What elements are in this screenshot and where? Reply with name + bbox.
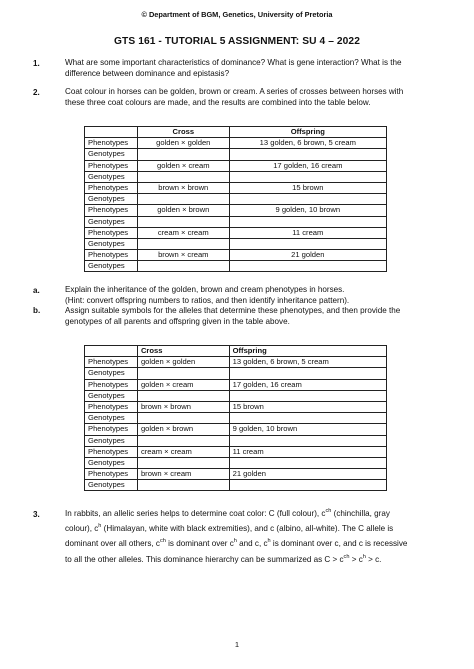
table-header-cell — [85, 127, 138, 138]
cross-cell: brown × cream — [137, 250, 229, 261]
table-row — [85, 379, 387, 390]
subquestion-b-text — [65, 306, 465, 327]
offspring-cell — [229, 238, 386, 249]
offspring-cell — [229, 368, 386, 379]
table-row — [85, 480, 387, 491]
row-label-cell: Phenotypes — [85, 424, 138, 435]
superscript: h — [98, 523, 102, 530]
cross-cell: cream × cream — [137, 446, 229, 457]
offspring-cell — [229, 194, 386, 205]
table-header-row — [85, 346, 387, 357]
question-1-line-2: difference between dominance and epistasis? — [65, 68, 230, 78]
superscript: h — [362, 553, 366, 560]
text-run: dominant over all others, c — [65, 539, 160, 549]
row-label-cell: Phenotypes — [85, 227, 138, 238]
page-number: 1 — [234, 640, 240, 649]
row-label-cell: Genotypes — [85, 390, 138, 401]
table-header-cell: Offspring — [229, 127, 386, 138]
row-label-cell: Phenotypes — [85, 182, 138, 193]
table-row — [85, 149, 387, 160]
row-label-cell: Genotypes — [85, 480, 138, 491]
offspring-cell: 9 golden, 10 brown — [229, 424, 386, 435]
table-row — [85, 424, 387, 435]
row-label-cell: Phenotypes — [85, 250, 138, 261]
offspring-cell: 15 brown — [229, 182, 386, 193]
offspring-cell — [229, 390, 386, 401]
table-row — [85, 457, 387, 468]
cross-cell: brown × brown — [137, 182, 229, 193]
table-header-cell — [85, 346, 138, 357]
table-row — [85, 171, 387, 182]
table-row — [85, 368, 387, 379]
text-run: and c, c — [236, 539, 268, 549]
row-label-cell: Phenotypes — [85, 138, 138, 149]
question-3-number: 3. — [33, 510, 40, 519]
subquestion-b-line-1: Assign suitable symbols for the alleles that determine these phenotypes, and then provide the — [65, 306, 401, 315]
cross-cell — [137, 149, 229, 160]
question-3-text — [65, 506, 474, 567]
cross-cell — [137, 435, 229, 446]
superscript: h — [233, 538, 237, 545]
offspring-cell — [229, 480, 386, 491]
subquestion-a-line-2: (Hint: convert offspring numbers to ratios, and then identify inheritance pattern). — [65, 295, 350, 305]
offspring-cell: 13 golden, 6 brown, 5 cream — [229, 357, 386, 368]
question-2-line-1: Coat colour in horses can be golden, brown or cream. A series of crosses between horses with — [65, 87, 404, 96]
offspring-cell: 13 golden, 6 brown, 5 cream — [229, 138, 386, 149]
offspring-cell: 9 golden, 10 brown — [229, 205, 386, 216]
row-label-cell: Phenotypes — [85, 401, 138, 412]
question-3-line-1 — [65, 506, 474, 521]
cross-cell — [137, 480, 229, 491]
table-row — [85, 250, 387, 261]
page-title: GTS 161 - TUTORIAL 5 ASSIGNMENT: SU 4 – 2022 — [114, 36, 360, 47]
offspring-cell — [229, 261, 386, 272]
cross-cell: cream × cream — [137, 227, 229, 238]
text-run: > c — [349, 554, 363, 564]
text-run: (chinchilla, gray — [331, 509, 390, 518]
table-row — [85, 446, 387, 457]
cross-cell — [137, 457, 229, 468]
subquestion-a-line-1: Explain the inheritance of the golden, brown and cream phenotypes in horses. — [65, 285, 345, 294]
row-label-cell: Phenotypes — [85, 160, 138, 171]
row-label-cell: Genotypes — [85, 194, 138, 205]
table-header-cell: Offspring — [229, 346, 386, 357]
cross-cell — [137, 261, 229, 272]
table-row — [85, 138, 387, 149]
question-2-text — [65, 87, 465, 108]
subquestion-a-label: a. — [33, 286, 40, 295]
offspring-cell: 15 brown — [229, 401, 386, 412]
table-row — [85, 194, 387, 205]
table-row — [85, 216, 387, 227]
crosses-table — [84, 126, 387, 272]
table-row — [85, 390, 387, 401]
cross-cell — [137, 368, 229, 379]
text-run: is dominant over c, and c is recessive — [270, 539, 408, 549]
row-label-cell: Genotypes — [85, 216, 138, 227]
cross-cell — [137, 216, 229, 227]
row-label-cell: Genotypes — [85, 413, 138, 424]
table-header-cell: Cross — [137, 346, 229, 357]
text-run: is dominant over c — [165, 539, 234, 549]
cross-cell: golden × cream — [137, 379, 229, 390]
cross-cell: golden × golden — [137, 357, 229, 368]
text-run: In rabbits, an allelic series helps to determine coat color: C (full colour), c — [65, 509, 326, 518]
row-label-cell: Genotypes — [85, 149, 138, 160]
table-row — [85, 413, 387, 424]
row-label-cell: Genotypes — [85, 368, 138, 379]
table-header-row — [85, 127, 387, 138]
offspring-cell: 11 cream — [229, 227, 386, 238]
row-label-cell: Genotypes — [85, 238, 138, 249]
table-row — [85, 182, 387, 193]
subquestion-b-label: b. — [33, 306, 41, 315]
table-row — [85, 205, 387, 216]
question-1-number: 1. — [33, 59, 40, 68]
cross-cell — [137, 413, 229, 424]
table-row — [85, 261, 387, 272]
row-label-cell: Phenotypes — [85, 379, 138, 390]
cross-cell — [137, 171, 229, 182]
table-row — [85, 227, 387, 238]
cross-cell — [137, 238, 229, 249]
question-3-line-3 — [65, 536, 474, 551]
cross-cell: golden × brown — [137, 424, 229, 435]
question-2-line-2: these three coat colours are made, and the results are combined into the table below. — [65, 97, 371, 107]
table-header-cell: Cross — [137, 127, 229, 138]
table-row — [85, 469, 387, 480]
question-1-line-1: What are some important characteristics of dominance? What is gene interaction? What is the — [65, 58, 402, 67]
offspring-cell — [229, 457, 386, 468]
question-3-line-4 — [65, 552, 474, 567]
superscript: ch — [343, 553, 350, 560]
crosses-table-blank — [84, 345, 387, 491]
cross-cell — [137, 390, 229, 401]
table-row — [85, 160, 387, 171]
offspring-cell: 21 golden — [229, 469, 386, 480]
cross-cell: brown × cream — [137, 469, 229, 480]
text-run: > c. — [365, 554, 382, 564]
table-row — [85, 401, 387, 412]
page-header: © Department of BGM, Genetics, University of Pretoria — [141, 10, 333, 19]
offspring-cell: 11 cream — [229, 446, 386, 457]
subquestion-a-text — [65, 285, 465, 306]
row-label-cell: Genotypes — [85, 457, 138, 468]
text-run: (Himalayan, white with black extremities), and c (albino, all-white). The C allele is — [101, 524, 394, 534]
cross-cell: golden × cream — [137, 160, 229, 171]
table-row — [85, 435, 387, 446]
text-run: to all the other alleles. This dominance hierarchy can be summarized as C > c — [65, 554, 344, 564]
question-3-line-2 — [65, 521, 474, 536]
superscript: ch — [159, 538, 166, 545]
offspring-cell — [229, 171, 386, 182]
cross-cell: brown × brown — [137, 401, 229, 412]
cross-cell: golden × golden — [137, 138, 229, 149]
table-row — [85, 357, 387, 368]
superscript: h — [267, 538, 271, 545]
table-row — [85, 238, 387, 249]
row-label-cell: Genotypes — [85, 261, 138, 272]
offspring-cell: 17 golden, 16 cream — [229, 379, 386, 390]
row-label-cell: Genotypes — [85, 435, 138, 446]
row-label-cell: Phenotypes — [85, 469, 138, 480]
subquestion-b-line-2: genotypes of all parents and offspring given in the table above. — [65, 316, 290, 326]
text-run: colour), c — [65, 524, 99, 534]
offspring-cell — [229, 149, 386, 160]
offspring-cell: 17 golden, 16 cream — [229, 160, 386, 171]
offspring-cell — [229, 216, 386, 227]
question-2-number: 2. — [33, 88, 40, 97]
superscript: ch — [325, 508, 332, 514]
row-label-cell: Phenotypes — [85, 446, 138, 457]
row-label-cell: Genotypes — [85, 171, 138, 182]
offspring-cell: 21 golden — [229, 250, 386, 261]
offspring-cell — [229, 413, 386, 424]
cross-cell: golden × brown — [137, 205, 229, 216]
offspring-cell — [229, 435, 386, 446]
cross-cell — [137, 194, 229, 205]
question-1-text — [65, 58, 465, 79]
row-label-cell: Phenotypes — [85, 357, 138, 368]
row-label-cell: Phenotypes — [85, 205, 138, 216]
